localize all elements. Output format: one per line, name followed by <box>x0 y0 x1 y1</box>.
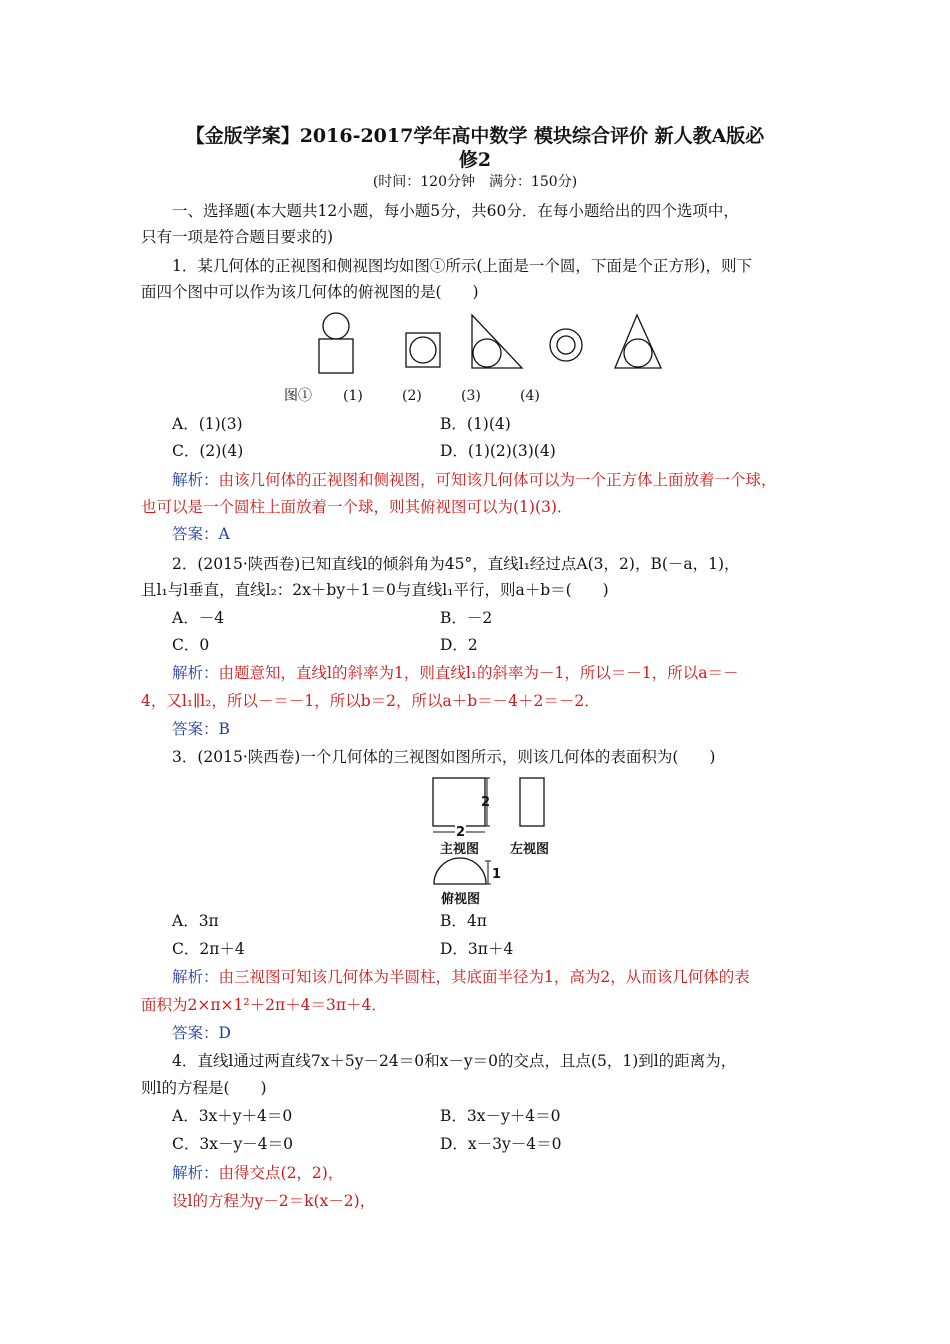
q3-three-views <box>425 772 570 902</box>
q1-analysis <box>172 470 777 490</box>
q1-stem: 1．某几何体的正视图和侧视图均如图①所示(上面是一个圆，下面是个正方形)，则下 <box>172 257 752 275</box>
q1-option-b[interactable]: B．(1)(4) <box>440 415 511 433</box>
q1-answer: 答案：A <box>172 525 230 543</box>
q4-option-a[interactable]: A．3x＋y＋4＝0 <box>172 1107 293 1125</box>
section-heading-cont: 只有一项是符合题目要求的) <box>141 228 334 246</box>
top-view-semicircle <box>434 858 486 884</box>
analysis-label: 解析： <box>172 471 219 489</box>
q4-option-d[interactable]: D．x－3y－4＝0 <box>440 1135 562 1153</box>
analysis-text: 由该几何体的正视图和侧视图，可知该几何体可以为一个正方体上面放着一个球， <box>218 471 777 489</box>
left-view-caption: 左视图 <box>510 842 550 857</box>
q3-stem: 3．(2015·陕西卷)一个几何体的三视图如图所示，则该几何体的表面积为( ) <box>172 748 716 766</box>
q4-stem-cont: 则l的方程是( ) <box>141 1079 267 1097</box>
fig-option1-circle <box>410 337 436 363</box>
q4-analysis-cont: 设l的方程为y－2＝k(x－2)， <box>172 1192 376 1210</box>
q3-option-d[interactable]: D．3π＋4 <box>440 940 514 958</box>
q4-analysis <box>172 1163 343 1183</box>
fig-option2-circle <box>473 339 501 367</box>
q1-stem-cont: 面四个图中可以作为该几何体的俯视图的是( ) <box>141 283 479 301</box>
q2-analysis-cont: 4，又l₁∥l₂，所以－＝－1，所以b＝2，所以a＋b＝－4＋2＝－2． <box>141 692 600 710</box>
q4-option-b[interactable]: B．3x－y＋4＝0 <box>440 1107 561 1125</box>
fig-option1-square <box>406 333 440 367</box>
q1-analysis-cont: 也可以是一个圆柱上面放着一个球，则其俯视图可以为(1)(3)． <box>141 498 573 516</box>
dim-width-label: 2 <box>456 825 466 840</box>
fig-option3-outer <box>550 329 582 361</box>
analysis-label: 解析： <box>172 1164 219 1182</box>
q1-option-d[interactable]: D．(1)(2)(3)(4) <box>440 442 556 460</box>
q3-analysis-cont: 面积为2×π×1²＋2π＋4＝3π＋4． <box>141 996 387 1014</box>
fig1-sphere <box>323 313 349 339</box>
page-title-cont: 修2 <box>458 149 492 171</box>
dim-height-label: 2 <box>481 795 491 810</box>
analysis-label: 解析： <box>172 664 219 682</box>
front-view-caption: 主视图 <box>440 842 480 857</box>
page-title: 【金版学案】2016-2017学年高中数学 模块综合评价 新人教A版必 <box>185 125 765 147</box>
fig-label-3: (2) <box>402 388 422 404</box>
fig-label-1: 图① <box>284 388 312 404</box>
q4-option-c[interactable]: C．3x－y－4＝0 <box>172 1135 293 1153</box>
exam-time-info: (时间：120分钟 满分：150分) <box>372 174 578 190</box>
q2-answer: 答案：B <box>172 720 230 738</box>
q3-option-a[interactable]: A．3π <box>172 912 219 930</box>
fig-option4-circle <box>624 339 652 367</box>
q2-option-c[interactable]: C．0 <box>172 636 210 654</box>
q3-answer: 答案：D <box>172 1024 231 1042</box>
q2-option-d[interactable]: D．2 <box>440 636 478 654</box>
analysis-text: 由题意知，直线l的斜率为1，则直线l₁的斜率为－1，所以＝－1，所以a＝－ <box>218 664 739 682</box>
q2-option-b[interactable]: B．－2 <box>440 609 493 627</box>
q3-option-b[interactable]: B．4π <box>440 912 487 930</box>
q1-option-c[interactable]: C．(2)(4) <box>172 442 244 460</box>
analysis-text: 由得交点(2，2)， <box>218 1164 344 1182</box>
q3-option-c[interactable]: C．2π＋4 <box>172 940 245 958</box>
q2-stem-cont: 且l₁与l垂直，直线l₂：2x＋by＋1＝0与直线l₁平行，则a＋b＝( ) <box>141 581 609 599</box>
fig-label-2: (1) <box>343 388 363 404</box>
fig-option3-inner <box>557 336 575 354</box>
analysis-text: 由三视图可知该几何体为半圆柱，其底面半径为1，高为2，从而该几何体的表 <box>218 968 750 986</box>
q1-option-a[interactable]: A．(1)(3) <box>172 415 243 433</box>
q3-analysis <box>172 967 750 987</box>
fig-label-5: (4) <box>520 388 540 404</box>
q2-analysis <box>172 663 738 683</box>
fig-option4-triangle <box>615 315 661 368</box>
top-view-caption: 俯视图 <box>441 892 481 907</box>
left-view-rect <box>520 778 544 826</box>
q4-stem: 4．直线l通过两直线7x＋5y－24＝0和x－y＝0的交点，且点(5，1)到l的距离为， <box>172 1052 737 1070</box>
dim-radius-label: 1 <box>492 867 502 882</box>
q2-stem: 2．(2015·陕西卷)已知直线l的倾斜角为45°，直线l₁经过点A(3，2)，B(－a，1)， <box>172 555 740 573</box>
q1-figures <box>300 310 680 380</box>
analysis-label: 解析： <box>172 968 219 986</box>
section-heading: 一、选择题(本大题共12小题，每小题5分，共60分．在每小题给出的四个选项中， <box>172 202 739 220</box>
fig1-cube <box>319 339 353 373</box>
front-view-rect <box>433 778 485 826</box>
q2-option-a[interactable]: A．－4 <box>172 609 225 627</box>
fig-label-4: (3) <box>461 388 481 404</box>
